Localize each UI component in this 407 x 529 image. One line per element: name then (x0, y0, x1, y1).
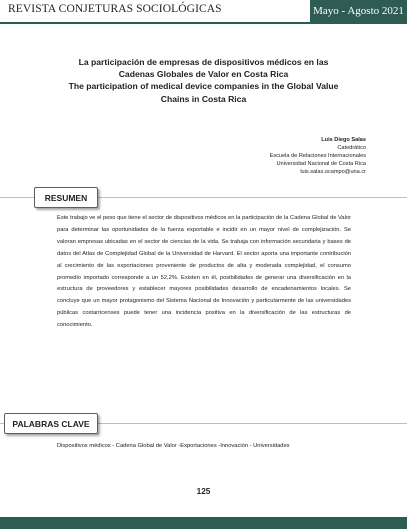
abstract-text: Este trabajo ve el peso que tiene el sector de dispositivos médicos en la participación de la Cadena Global de Valor para determinar las oportunidades de la fuerza exportable e incidir en un mayor nivel de complejización. Se valoran empresas ubicadas en el sector de ciencias de la vida. Se trabaja con información secundaria y bases de datos del Atlas de Complejidad Global de la Universidad de Harvard. El sector aporta una importante contribución al crecimiento de las exportaciones proveniente de productos de alta y moderada complejidad, el consumo promedio importado corresponde a un 52,2%. Existen en él, posibilidades de generar una diversificación en la estructura de proveedores y establecer mayores posibilidades desarrollo de encadenamientos locales. Se concluye que un mayor protagonismo del Sistema Nacional de Innovación y particularmente de las universidades públicas costarricenses puede tener una incidencia positiva en la diversificación de las estructuras de conocimiento. (57, 215, 351, 329)
title-line-english-2: Chains in Costa Rica (160, 93, 247, 104)
author-info (270, 136, 366, 176)
page-number: 125 (196, 487, 211, 496)
author-role: Catedrático (337, 145, 366, 152)
title-line-spanish-2: Cadenas Globales de Valor en Costa Rica (118, 69, 289, 80)
title-line-spanish-1: La participación de empresas de dispositivos médicos en las (78, 57, 329, 67)
journal-name: REVISTA CONJETURAS SOCIOLÓGICAS (8, 3, 222, 15)
issue-date: Mayo - Agosto 2021 (310, 0, 407, 22)
keywords-list: Dispositivos médicos - Cadena Global de Valor -Exportaciones -Innovación - Universidades (57, 443, 290, 449)
title-line-english-1: The participation of medical device companies in the Global Value (68, 81, 339, 92)
keywords-heading: PALABRAS CLAVE (4, 413, 98, 434)
author-university: Universidad Nacional de Costa Rica (276, 161, 366, 168)
author-email: luis.salas.ocampo@una.cr (300, 169, 366, 176)
abstract-heading: RESUMEN (34, 187, 98, 208)
header-divider (0, 22, 407, 24)
footer-bar (0, 517, 407, 529)
journal-header (0, 0, 407, 22)
article-title (40, 56, 367, 105)
author-name: Luis Diego Salas (321, 137, 366, 143)
author-department: Escuela de Relaciones Internacionales (269, 153, 366, 160)
